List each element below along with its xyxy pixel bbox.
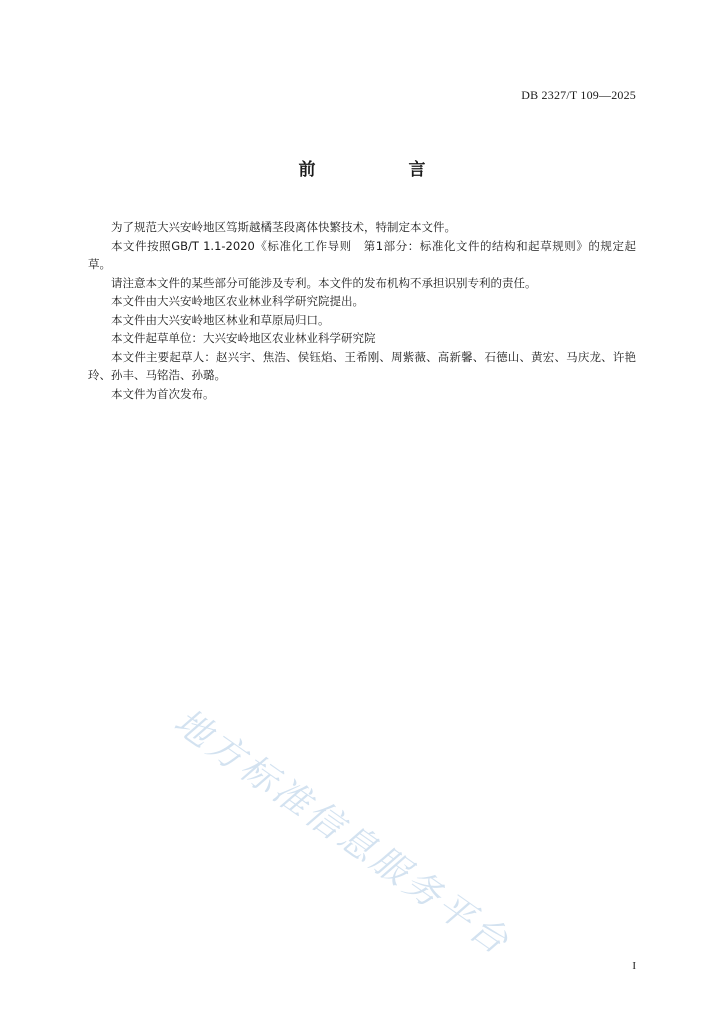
paragraph-purpose: 为了规范大兴安岭地区笃斯越橘茎段离体快繁技术，特制定本文件。	[111, 220, 456, 234]
paragraph-drafting-rules: 本文件按照GB/T 1.1-2020《标准化工作导则 第1部分：标准化文件的结构和起草规则》的规定起草。	[88, 238, 636, 271]
paragraph-first-release: 本文件为首次发布。	[111, 386, 215, 401]
document-code: DB 2327/T 109—2025	[521, 88, 636, 102]
foreword-body	[88, 218, 636, 403]
paragraph-drafters: 本文件主要起草人：赵兴宇、焦浩、侯钰焰、王希刚、周紫薇、高新馨、石德山、黄宏、马庆龙、许艳玲、孙丰、马铭浩、孙璐。	[88, 349, 636, 382]
paragraph-proposer: 本文件由大兴安岭地区农业林业科学研究院提出。	[111, 294, 364, 308]
paragraph-drafting-unit: 本文件起草单位：大兴安岭地区农业林业科学研究院	[111, 331, 376, 345]
paragraph-administrator: 本文件由大兴安岭地区林业和草原局归口。	[111, 312, 330, 327]
paragraph-patent-notice: 请注意本文件的某些部分可能涉及专利。本文件的发布机构不承担识别专利的责任。	[111, 275, 537, 290]
page-number: I	[632, 960, 636, 972]
page-title: 前 言	[298, 160, 464, 180]
watermark: 地方标准信息服务平台	[166, 701, 518, 965]
